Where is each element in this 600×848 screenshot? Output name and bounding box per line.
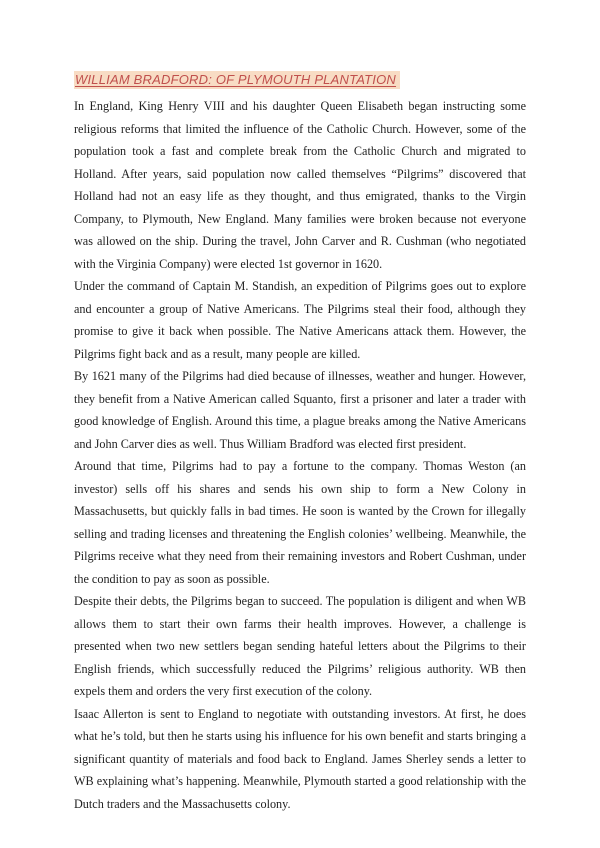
document-title: WILLIAM BRADFORD: OF PLYMOUTH PLANTATION	[74, 71, 400, 89]
paragraph: By 1621 many of the Pilgrims had died because of illnesses, weather and hunger. However, they benefit from a Native American called Squanto, first a prisoner and later a trader with good knowledge of English. Around this time, a plague breaks among the Native Americans and John Carver dies as well. Thus William Bradford was elected first president.	[74, 369, 526, 451]
paragraph: In England, King Henry VIII and his daughter Queen Elisabeth began instructing some religious reforms that limited the influence of the Catholic Church. However, some of the population took a fast and complete break from the Catholic Church and migrated to Holland. After years, said population now called themselves “Pilgrims” discovered that Holland had not an easy life as they thought, and thus emigrated, thanks to the Virgin Company, to Plymouth, New England. Many families were broken because not everyone was allowed on the ship. During the travel, John Carver and R. Cushman (who negotiated with the Virginia Company) were elected 1st governor in 1620.	[74, 99, 526, 271]
paragraph: Despite their debts, the Pilgrims began to succeed. The population is diligent and when WB allows them to start their own farms their health improves. However, a challenge is presented when two new settlers began sending hateful letters about the Pilgrims to their English friends, which successfully reduced the Pilgrims’ religious authority. WB then expels them and orders the very first execution of the colony.	[74, 594, 526, 698]
document-body	[74, 95, 526, 815]
paragraph: Under the command of Captain M. Standish, an expedition of Pilgrims goes out to explore and encounter a group of Native Americans. The Pilgrims steal their food, although they promise to give it back when possible. The Native Americans attack them. However, the Pilgrims fight back and as a result, many people are killed.	[74, 279, 526, 361]
paragraph: Around that time, Pilgrims had to pay a fortune to the company. Thomas Weston (an investor) sells off his shares and sends his own ship to form a New Colony in Massachusetts, but quickly falls in bad times. He soon is wanted by the Crown for illegally selling and trading licenses and threatening the English colonies’ wellbeing. Meanwhile, the Pilgrims receive what they need from their remaining investors and Robert Cushman, under the condition to pay as soon as possible.	[74, 459, 526, 586]
paragraph: Isaac Allerton is sent to England to negotiate with outstanding investors. At first, he does what he’s told, but then he starts using his influence for his own benefit and starts bringing a significant quantity of materials and food back to England. James Sherley sends a letter to WB explaining what’s happening. Meanwhile, Plymouth started a good relationship with the Dutch traders and the Massachusetts colony.	[74, 706, 526, 811]
